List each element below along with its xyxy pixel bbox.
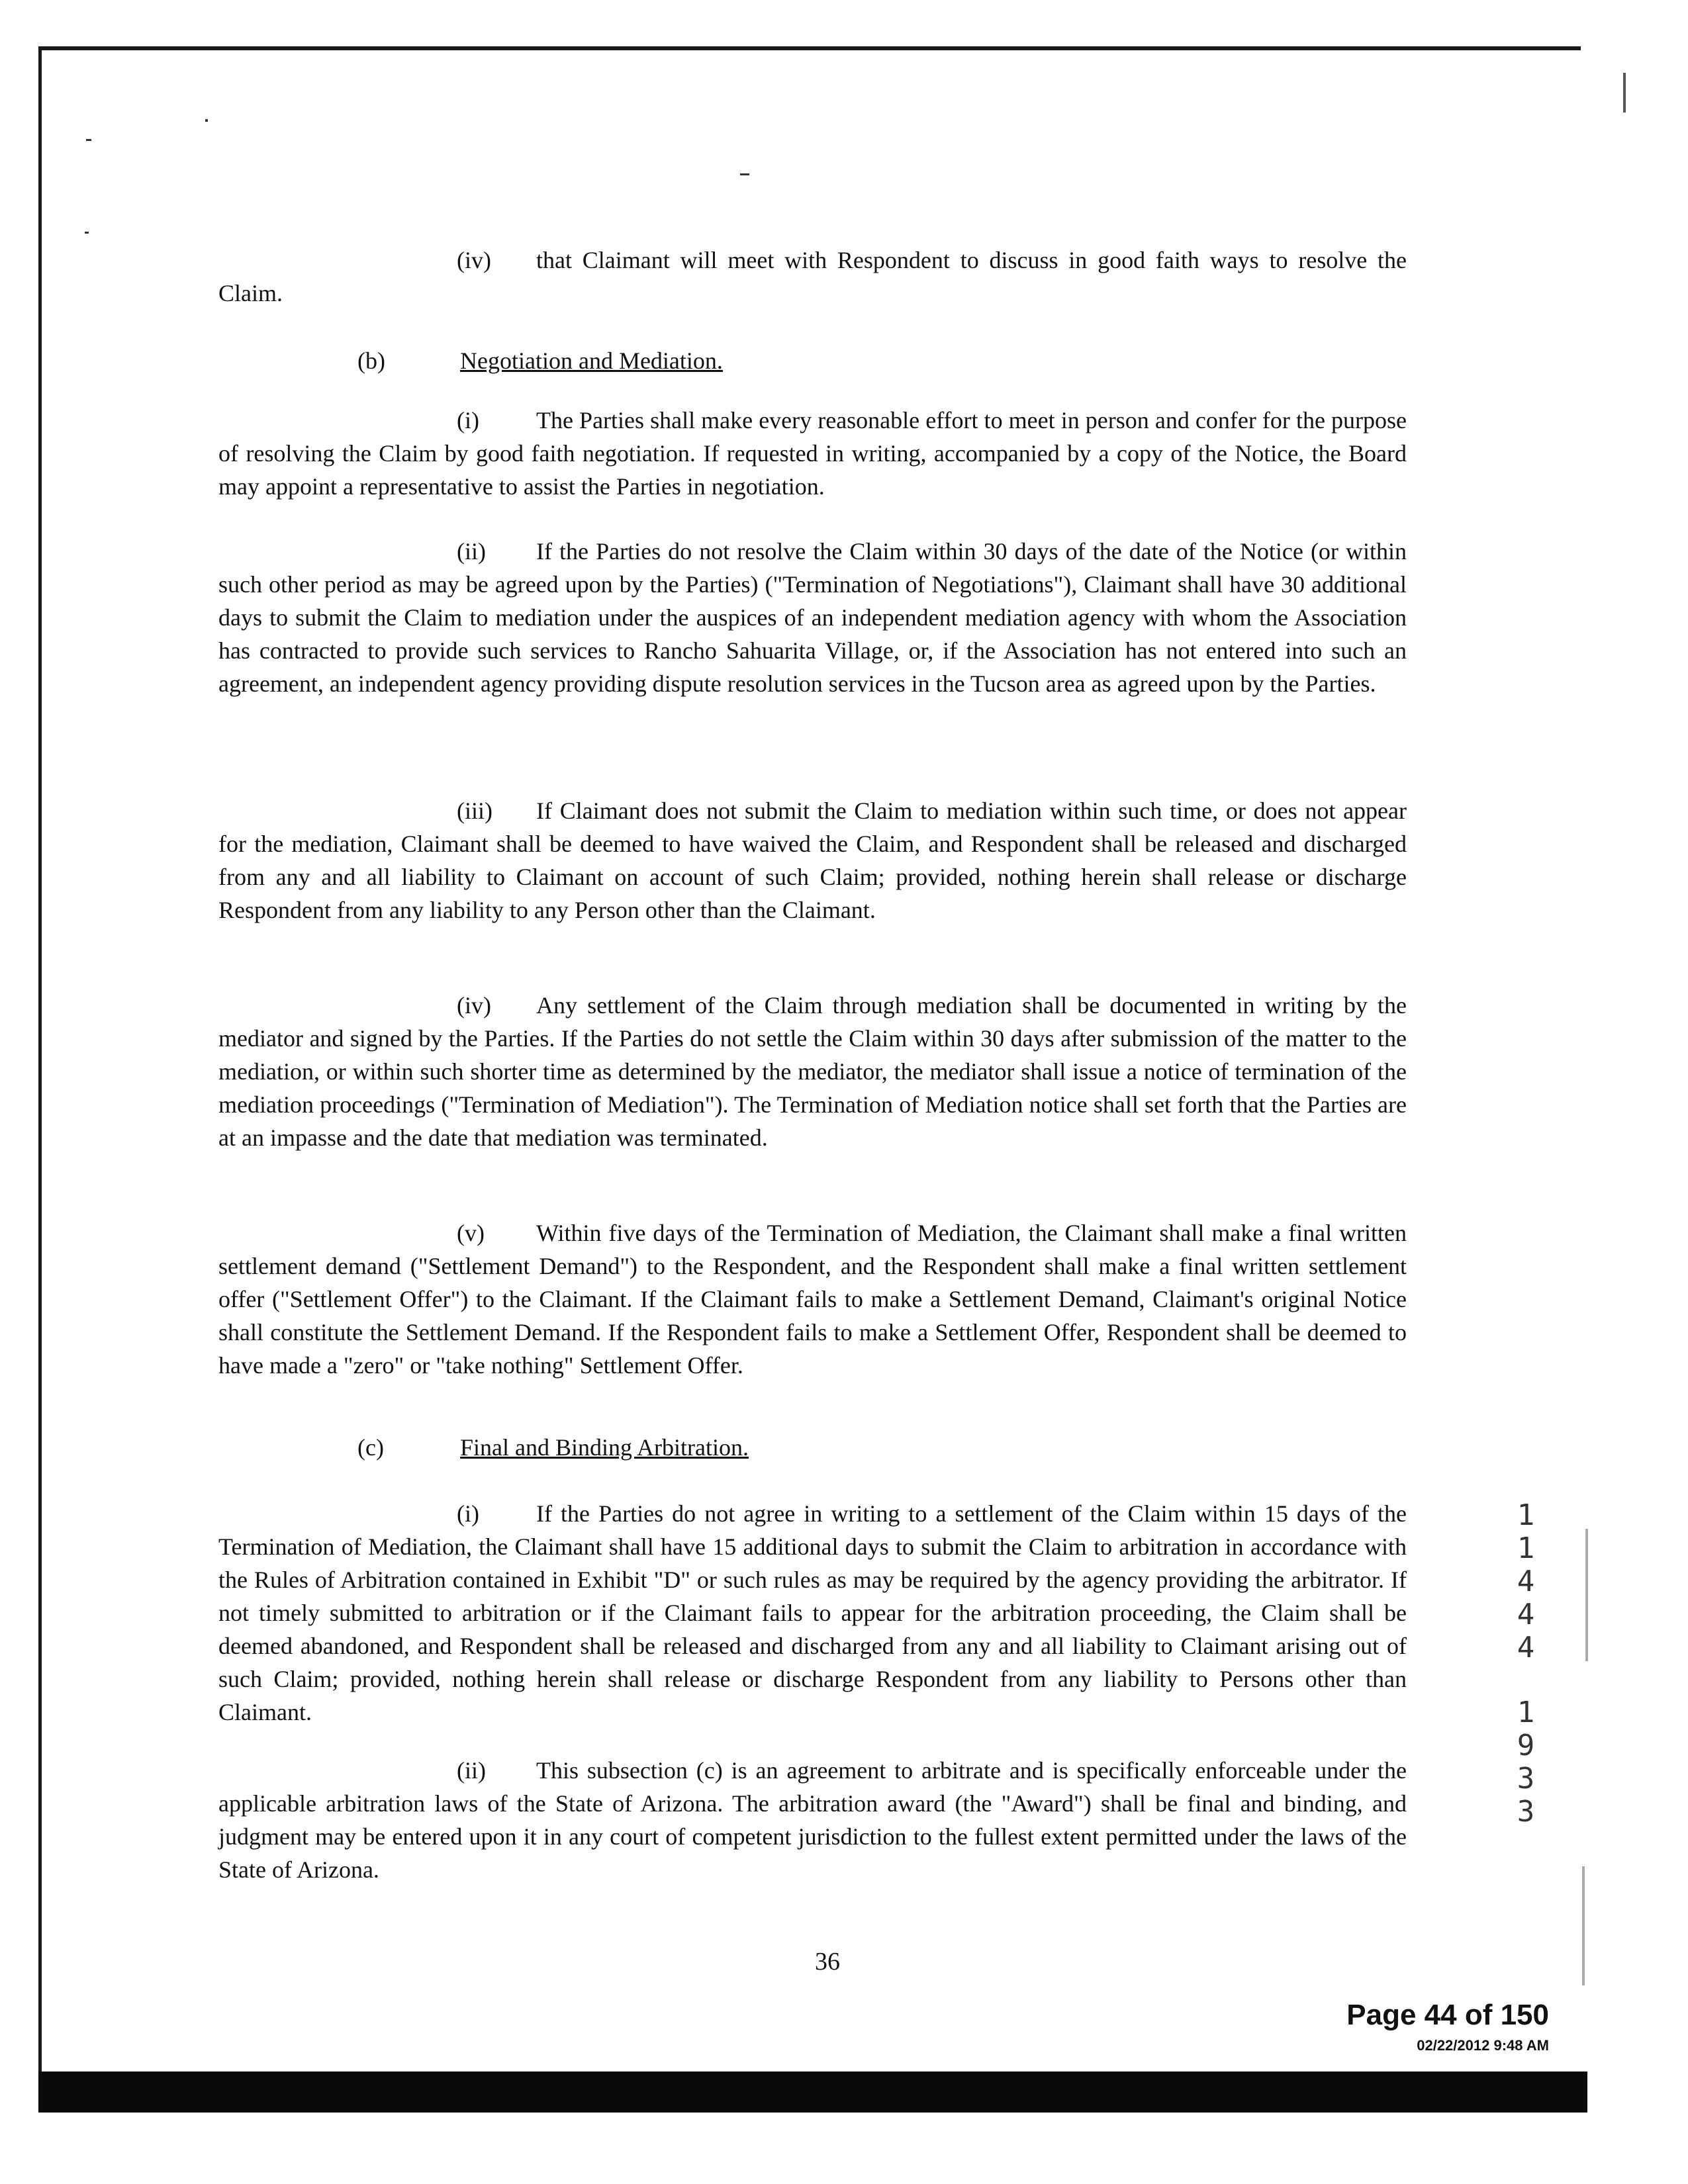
page-number: 36 (815, 1948, 840, 1976)
paragraph-text: The Parties shall make every reasonable effort to meet in person and confer for the purpose of resolving the Claim by good faith negotiation. If requested in writing, accompanied by a copy of the Notice, the Board may appoint a representative to assist the Parties in negotiation. (218, 407, 1407, 500)
recording-digit: 4 (1517, 1565, 1535, 1598)
recording-digit: 1 (1517, 1696, 1535, 1729)
paragraph-label: (iv) (457, 992, 491, 1019)
recording-digit: 3 (1517, 1795, 1535, 1829)
scan-speck (85, 232, 89, 234)
scan-speck (205, 119, 208, 122)
right-margin-dots (1585, 1529, 1588, 1661)
recording-number (1506, 1499, 1546, 1829)
scan-speck (740, 173, 749, 175)
right-margin-dots (1582, 1866, 1585, 1985)
paragraph-label: (i) (457, 407, 479, 433)
bottom-scan-border (38, 2071, 1587, 2113)
paragraph-text: Any settlement of the Claim through mediation shall be documented in writing by the mediator and signed by the Parties. If the Parties do not settle the Claim within 30 days after submission of the matter to the mediation, or within such shorter time as determined by the mediator, the mediator shall issue a notice of termination of the mediation proceedings ("Termination of Mediation"). The Termination of Mediation notice shall set forth that the Parties are at an impasse and the date that mediation was terminated. (218, 992, 1407, 1151)
section-number: (c) (357, 1434, 384, 1461)
recording-digit: 4 (1517, 1631, 1535, 1664)
left-scan-border (38, 46, 42, 2105)
paragraph-b-v (218, 1216, 1407, 1382)
paragraph-b-ii (218, 535, 1407, 700)
paragraph-label: (iv) (457, 247, 491, 273)
scan-speck (86, 139, 91, 141)
paragraph-c-ii (218, 1754, 1407, 1886)
paragraph-text: If the Parties do not resolve the Claim within 30 days of the date of the Notice (or within such other period as may be agreed upon by the Parties) ("Termination of Negotiations"), Claimant shall have 30 additional days to submit the Claim to mediation under the auspices of an independent mediation agency with whom the Association has contracted to provide such services to Rancho Sahuarita Village, or, if the Association has not entered into such an agreement, an independent agency providing dispute resolution services in the Tucson area as agreed upon by the Parties. (218, 538, 1407, 697)
section-c-heading (357, 1431, 953, 1464)
paragraph-c-i (218, 1497, 1407, 1729)
top-scan-border (38, 46, 1581, 50)
paragraph-iv-intro (218, 244, 1407, 310)
section-title: Final and Binding Arbitration. (460, 1434, 749, 1461)
paragraph-text: Within five days of the Termination of Mediation, the Claimant shall make a final written settlement demand ("Settlement Demand") to the Respondent, and the Respondent shall make a final written settlement offer ("Settlement Offer") to the Claimant. If the Claimant fails to make a Settlement Demand, Claimant's original Notice shall constitute the Settlement Demand. If the Respondent fails to make a Settlement Offer, Respondent shall be deemed to have made a "zero" or "take nothing" Settlement Offer. (218, 1220, 1407, 1379)
page-count-stamp: Page 44 of 150 (1346, 1999, 1549, 2031)
recording-digit: 3 (1517, 1762, 1535, 1796)
paragraph-label: (ii) (457, 538, 486, 565)
recording-digit: 1 (1517, 1531, 1535, 1565)
paragraph-text: If Claimant does not submit the Claim to mediation within such time, or does not appear for the mediation, Claimant shall be deemed to have waived the Claim, and Respondent shall be released and discharged from any and all liability to Claimant on account of such Claim; provided, nothing herein shall release or discharge Respondent from any liability to any Person other than the Claimant. (218, 797, 1407, 923)
recording-datetime: 02/22/2012 9:48 AM (1417, 2037, 1549, 2054)
recording-digit: 1 (1517, 1498, 1535, 1532)
paragraph-label: (v) (457, 1220, 485, 1246)
paragraph-label: (i) (457, 1500, 479, 1527)
section-b-heading (357, 344, 953, 377)
paragraph-label: (iii) (457, 797, 492, 824)
recording-digit: 4 (1517, 1598, 1535, 1631)
paragraph-text: This subsection (c) is an agreement to arbitrate and is specifically enforceable under the applicable arbitration laws of the State of Arizona. The arbitration award (the "Award") shall be final and binding, and judgment may be entered upon it in any court of competent jurisdiction to the fullest extent permitted under the laws of the State of Arizona. (218, 1757, 1407, 1883)
paragraph-b-iii (218, 794, 1407, 927)
right-margin-dots (1623, 73, 1626, 113)
paragraph-b-iv (218, 989, 1407, 1154)
paragraph-text: that Claimant will meet with Respondent to discuss in good faith ways to resolve the Claim. (218, 247, 1407, 306)
paragraph-b-i (218, 404, 1407, 503)
section-title: Negotiation and Mediation. (460, 347, 723, 374)
paragraph-label: (ii) (457, 1757, 486, 1784)
section-number: (b) (357, 347, 385, 374)
recording-digit: 9 (1517, 1729, 1535, 1762)
paragraph-text: If the Parties do not agree in writing to a settlement of the Claim within 15 days of the Termination of Mediation, the Claimant shall have 15 additional days to submit the Claim to arbitration in accordance with the Rules of Arbitration contained in Exhibit "D" or such rules as may be required by the agency providing the arbitrator. If not timely submitted to arbitration or if the Claimant fails to appear for the arbitration proceeding, the Claim shall be deemed abandoned, and Respondent shall be released and discharged from any and all liability to Claimant arising out of such Claim; provided, nothing herein shall release or discharge Respondent from any liability to Persons other than Claimant. (218, 1500, 1407, 1725)
